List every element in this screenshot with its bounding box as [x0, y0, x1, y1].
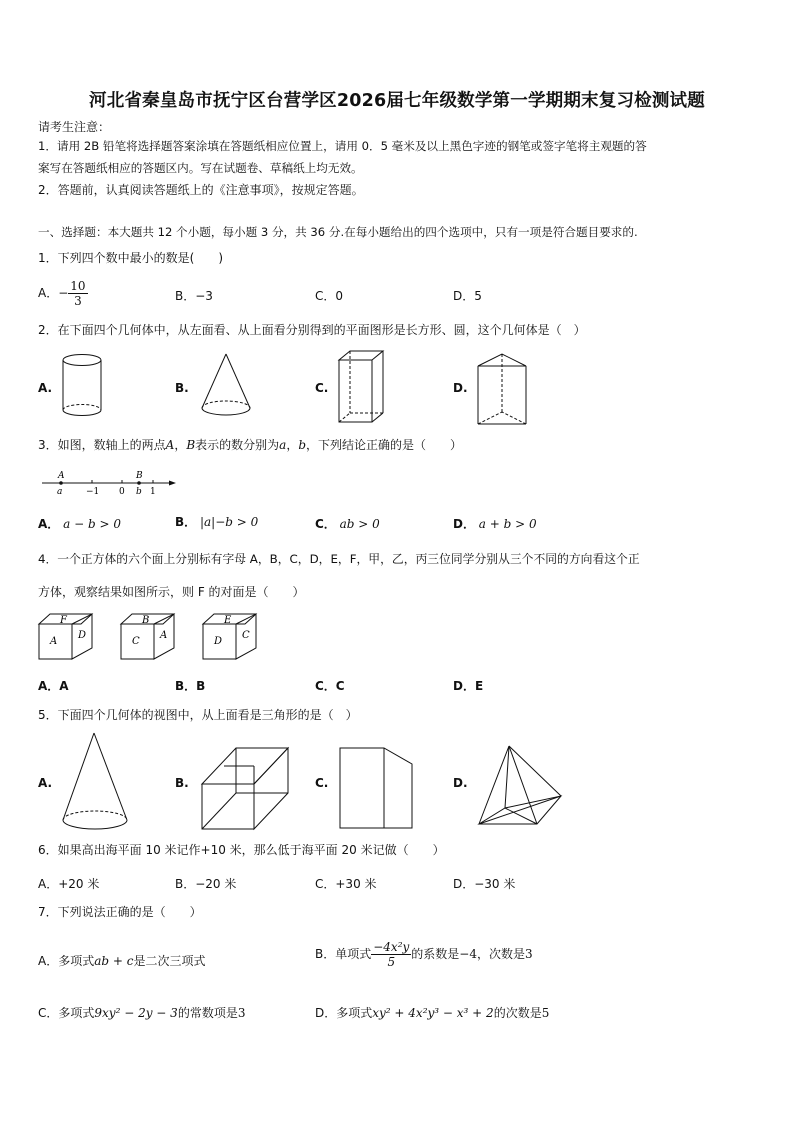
q2-stem: 2．在下面四个几何体中，从左面看、从上面看分别得到的平面图形是长方形、圆，这个几何体是（ ）	[38, 323, 586, 337]
q3-option-d-label: D．	[453, 517, 475, 531]
q2-option-d: D.	[453, 381, 468, 395]
q3-var-b: b	[298, 438, 307, 452]
section-heading: 一、选择题：本大题共 12 个小题，每小题 3 分，共 36 分.在每小题给出的四个选项中，只有一项是符合题目要求的.	[38, 225, 638, 239]
q2-option-a: A.	[38, 381, 53, 395]
q1-option-a-fraction	[68, 279, 87, 308]
q3-option-b-label: B．	[175, 515, 197, 529]
q7-option-a-expr: ab + c	[94, 954, 134, 968]
q4-cube-1	[36, 610, 98, 665]
q1-option-a-denominator: 3	[74, 294, 82, 308]
q3-number-line-figure	[40, 466, 180, 498]
axis-label-one: 1	[150, 487, 156, 497]
q4-cube-1-top-label: F	[60, 615, 67, 626]
q4-stem-line1: 4．一个正方体的六个面上分别标有字母 A，B，C，D，E，F，甲，乙，丙三位同学分别从三个不同的方向看这个正	[38, 552, 640, 566]
q3-option-c-label: C．	[315, 517, 336, 531]
notice-item1-line2: 案写在答题纸相应的答题区内。写在试题卷、草稿纸上均无效。	[38, 161, 363, 175]
axis-label-B: B	[136, 471, 143, 481]
q7-option-c	[38, 1004, 245, 1021]
q6-option-a: A．+20 米	[38, 877, 100, 891]
q4-option-b: B．B	[175, 679, 206, 693]
q4-option-c: C．C	[315, 679, 345, 693]
q7-option-b	[315, 940, 533, 969]
q4-cube-2-top-label: B	[142, 615, 150, 626]
q4-stem-line2: 方体，观察结果如图所示，则 F 的对面是（ ）	[38, 585, 305, 599]
q7-option-d-value: 5	[541, 1006, 550, 1020]
q1-option-c: C．0	[315, 289, 344, 303]
q3-option-c	[315, 515, 380, 532]
q4-option-d: D．E	[453, 679, 484, 693]
q4-cube-3-side-label: C	[242, 630, 250, 641]
q3-option-c-expr: ab > 0	[339, 517, 380, 531]
q4-option-a: A．A	[38, 679, 69, 693]
q7-option-d-post: 的次数是	[493, 1006, 542, 1020]
q7-option-b-pre: B．单项式	[315, 947, 372, 961]
q3-point-b: B	[186, 438, 196, 452]
q3-stem-mid: 表示的数分别为	[195, 438, 280, 452]
q5-triangular-prism-figure	[336, 744, 416, 834]
q1-option-d: D．5	[453, 289, 482, 303]
q6-option-c: C．+30 米	[315, 877, 377, 891]
q3-var-a: a	[279, 438, 287, 452]
q5-option-d: D.	[453, 776, 468, 790]
q2-cone-figure	[196, 350, 256, 425]
axis-label-a: a	[57, 487, 63, 497]
q7-option-b-fraction	[371, 940, 411, 969]
q5-option-b: B.	[175, 776, 189, 790]
q3-option-b	[175, 513, 258, 530]
axis-label-minus-one: −1	[86, 487, 100, 497]
q3-option-a-expr: a − b > 0	[63, 517, 121, 531]
q1-option-a	[38, 279, 88, 308]
q7-option-d-expr: xy² + 4x²y³ − x³ + 2	[372, 1006, 494, 1020]
page-title: 河北省秦皇岛市抚宁区台营学区2026届七年级数学第一学期期末复习检测试题	[89, 91, 705, 111]
q4-cube-2-side-label: A	[160, 630, 168, 641]
q5-option-c: C.	[315, 776, 329, 790]
q7-option-b-post-a: 的系数是	[411, 947, 460, 961]
notice-heading: 请考生注意：	[38, 120, 111, 134]
q7-option-b-numerator: −4x²y	[373, 940, 410, 954]
q3-stem-sep: ，	[174, 438, 187, 452]
q7-option-a-pre: A．多项式	[38, 954, 95, 968]
q2-triangular-prism-figure	[472, 350, 532, 428]
q2-cylinder-figure	[58, 350, 108, 425]
q1-option-a-numerator: 10	[70, 279, 86, 293]
q1-stem: 1．下列四个数中最小的数是( )	[38, 251, 223, 265]
q3-stem-post: ，下列结论正确的是（ ）	[306, 438, 463, 452]
q3-option-a-label: A．	[38, 517, 60, 531]
axis-label-A: A	[58, 471, 65, 481]
q4-cube-3	[200, 610, 262, 665]
q3-point-a: A	[165, 438, 175, 452]
q7-option-a	[38, 952, 205, 969]
notice-item2: 2．答题前，认真阅读答题纸上的《注意事项》，按规定答题。	[38, 183, 364, 197]
q1-option-a-sign: −	[58, 286, 69, 300]
q7-option-c-post: 的常数项是	[177, 1006, 238, 1020]
q7-option-c-value: 3	[237, 1006, 246, 1020]
q3-option-d	[453, 515, 537, 532]
q4-cube-1-side-label: D	[78, 630, 87, 641]
q1-option-a-label: A．	[38, 286, 59, 300]
q3-stem	[38, 437, 462, 453]
q3-option-b-expr: |a|−b > 0	[199, 515, 259, 529]
q7-option-b-post-b: ，次数是	[477, 947, 526, 961]
q2-option-c: C.	[315, 381, 329, 395]
q4-cube-1-front-label: A	[50, 636, 58, 647]
axis-label-zero: 0	[119, 487, 125, 497]
q5-pyramid-figure	[475, 744, 567, 832]
q5-cone-figure	[58, 730, 132, 832]
q4-cube-2-front-label: C	[132, 636, 140, 647]
q7-option-d	[315, 1004, 549, 1021]
q7-option-c-pre: C．多项式	[38, 1006, 95, 1020]
q3-stem-comma: ，	[286, 438, 299, 452]
q6-stem: 6．如果高出海平面 10 米记作+10 米，那么低于海平面 20 米记做（ ）	[38, 843, 445, 857]
q4-cube-3-front-label: D	[214, 636, 223, 647]
q7-option-d-pre: D．多项式	[315, 1006, 373, 1020]
q4-cube-3-top-label: E	[224, 615, 232, 626]
q5-cuboid-figure	[198, 744, 292, 834]
q3-option-d-expr: a + b > 0	[478, 517, 537, 531]
notice-item1-line1: 1．请用 2B 铅笔将选择题答案涂填在答题纸相应位置上，请用 0．5 毫米及以上黑色字迹的钢笔或签字笔将主观题的答	[38, 139, 647, 153]
q5-option-a: A.	[38, 776, 53, 790]
q3-option-a	[38, 515, 121, 532]
q7-option-a-post: 是二次三项式	[133, 954, 206, 968]
q7-option-b-coef: −4	[459, 947, 477, 961]
q7-option-b-degree: 3	[525, 947, 533, 961]
q3-stem-pre: 3．如图，数轴上的两点	[38, 438, 166, 452]
q6-option-d: D．−30 米	[453, 877, 516, 891]
q2-option-b: B.	[175, 381, 189, 395]
q2-cuboid-figure	[334, 348, 390, 428]
q1-option-b: B．−3	[175, 289, 213, 303]
q7-stem: 7．下列说法正确的是（ ）	[38, 905, 202, 919]
q7-option-c-expr: 9xy² − 2y − 3	[94, 1006, 178, 1020]
axis-label-b: b	[136, 487, 142, 497]
q6-option-b: B．−20 米	[175, 877, 237, 891]
q4-cube-2	[118, 610, 180, 665]
q7-option-b-denominator: 5	[387, 955, 396, 969]
q5-stem: 5．下面四个几何体的视图中，从上面看是三角形的是（ ）	[38, 708, 358, 722]
